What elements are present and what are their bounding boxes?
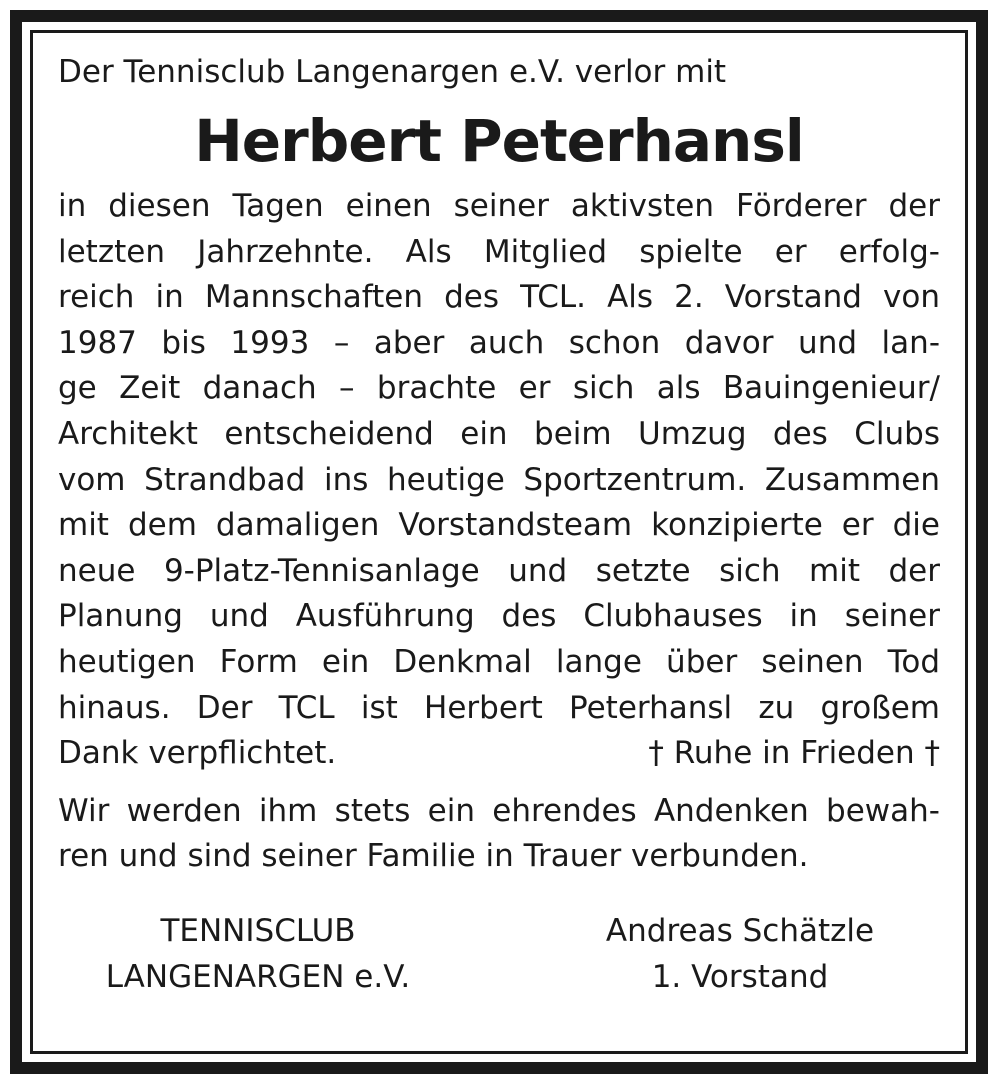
- body-line: Planung und Ausführung des Clubhauses in seiner: [58, 598, 940, 635]
- chairman-signature: [580, 908, 900, 1000]
- body-line: Architekt entscheidend ein beim Umzug des Clubs: [58, 415, 940, 452]
- body-line: ge Zeit danach – brachte er sich als Bauingenieur/: [58, 370, 940, 407]
- obituary-notice: [58, 50, 940, 1000]
- deceased-name: Herbert Peterhansl: [194, 107, 804, 175]
- body-line: letzten Jahrzehnte. Als Mitglied spielte er erfolg-: [58, 233, 940, 270]
- signatures: [58, 908, 940, 1000]
- body-line-end: Dank verpflichtet.: [58, 735, 337, 772]
- club-name-line2: LANGENARGEN e.V.: [105, 958, 411, 995]
- closing-text: [58, 789, 940, 880]
- body-line: in diesen Tagen einen seiner aktivsten Förderer der: [58, 188, 940, 224]
- body-last-line: [58, 731, 940, 777]
- chairman-title: 1. Vorstand: [651, 958, 829, 995]
- body-line: heutigen Form ein Denkmal lange über seinen Tod: [58, 643, 940, 680]
- closing-line: ren und sind seiner Familie in Trauer verbunden.: [58, 838, 809, 875]
- body-line: reich in Mannschaften des TCL. Als 2. Vorstand von: [58, 279, 940, 316]
- chairman-name: Andreas Schätzle: [605, 912, 875, 949]
- body-line: 1987 bis 1993 – aber auch schon davor und lan-: [58, 324, 940, 361]
- body-line: hinaus. Der TCL ist Herbert Peterhansl zu großem: [58, 689, 940, 726]
- body-line: neue 9-Platz-Tennisanlage und setzte sich mit der: [58, 552, 940, 589]
- intro-text: Der Tennisclub Langenargen e.V. verlor mit: [58, 54, 727, 90]
- body-text: [58, 184, 940, 777]
- club-signature: [58, 908, 458, 1000]
- body-line: vom Strandbad ins heutige Sportzentrum. Zusammen: [58, 461, 940, 498]
- closing-line: Wir werden ihm stets ein ehrendes Andenken bewah-: [58, 792, 940, 829]
- club-name-line1: TENNISCLUB: [160, 912, 356, 949]
- rest-in-peace: † Ruhe in Frieden †: [648, 735, 940, 772]
- body-line: mit dem damaligen Vorstandsteam konzipierte er die: [58, 507, 940, 544]
